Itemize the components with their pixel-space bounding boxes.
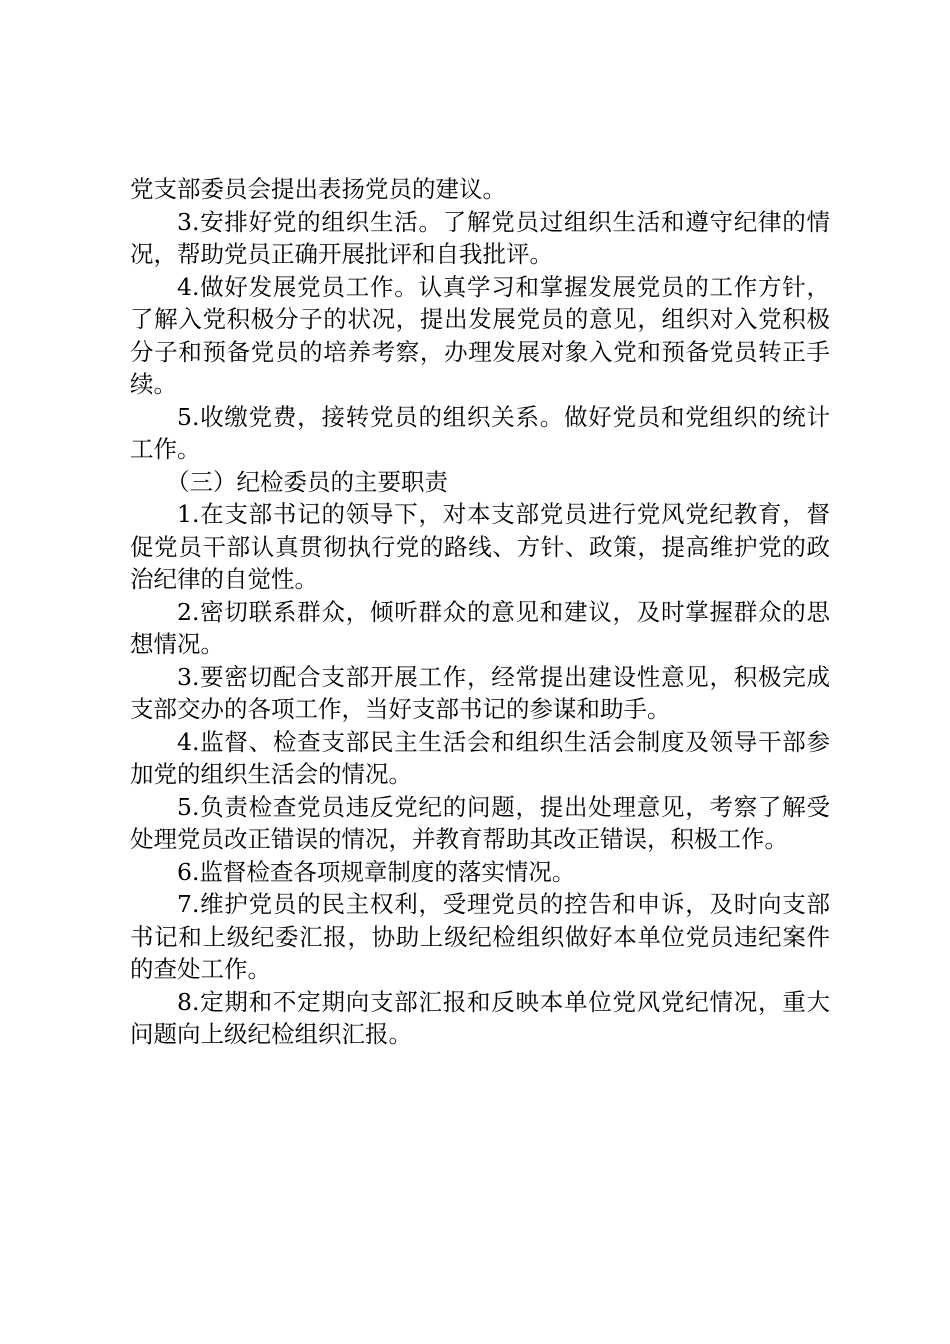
paragraph-item-4-develop-members: 4.做好发展党员工作。认真学习和掌握发展党员的工作方针，了解入党积极分子的状况，提出发展党员的意见，组织对入党积极分子和预备党员的培养考察，办理发展对象入党和预备党员转正手续。 xyxy=(130,272,830,398)
paragraph-discipline-item-1: 1.在支部书记的领导下，对本支部党员进行党风党纪教育，督促党员干部认真贯彻执行党的路线、方针、政策，提高维护党的政治纪律的自觉性。 xyxy=(130,500,830,593)
paragraph-discipline-item-4: 4.监督、检查支部民主生活会和组织生活会制度及领导干部参加党的组织生活会的情况。 xyxy=(130,727,830,788)
document-page xyxy=(130,173,830,1051)
paragraph-discipline-item-7: 7.维护党员的民主权利，受理党员的控告和申诉，及时向支部书记和上级纪委汇报，协助上级纪检组织做好本单位党员违纪案件的查处工作。 xyxy=(130,890,830,983)
paragraph-item-3-organization-life: 3.安排好党的组织生活。了解党员过组织生活和遵守纪律的情况，帮助党员正确开展批评和自我批评。 xyxy=(130,207,830,268)
section-heading-discipline-duties: （三）纪检委员的主要职责 xyxy=(166,467,448,496)
paragraph-item-5-party-dues: 5.收缴党费，接转党员的组织关系。做好党员和党组织的统计工作。 xyxy=(130,402,830,463)
paragraph-continuation: 党支部委员会提出表扬党员的建议。 xyxy=(130,175,506,203)
paragraph-discipline-item-5: 5.负责检查党员违反党纪的问题，提出处理意见，考察了解受处理党员改正错误的情况，并教育帮助其改正错误，积极工作。 xyxy=(130,792,830,853)
paragraph-discipline-item-2: 2.密切联系群众，倾听群众的意见和建议，及时掌握群众的思想情况。 xyxy=(130,597,830,658)
paragraph-discipline-item-3: 3.要密切配合支部开展工作，经常提出建设性意见，积极完成支部交办的各项工作，当好支部书记的参谋和助手。 xyxy=(130,662,830,723)
paragraph-discipline-item-6: 6.监督检查各项规章制度的落实情况。 xyxy=(177,857,576,886)
paragraph-discipline-item-8: 8.定期和不定期向支部汇报和反映本单位党风党纪情况，重大问题向上级纪检组织汇报。 xyxy=(130,987,830,1048)
